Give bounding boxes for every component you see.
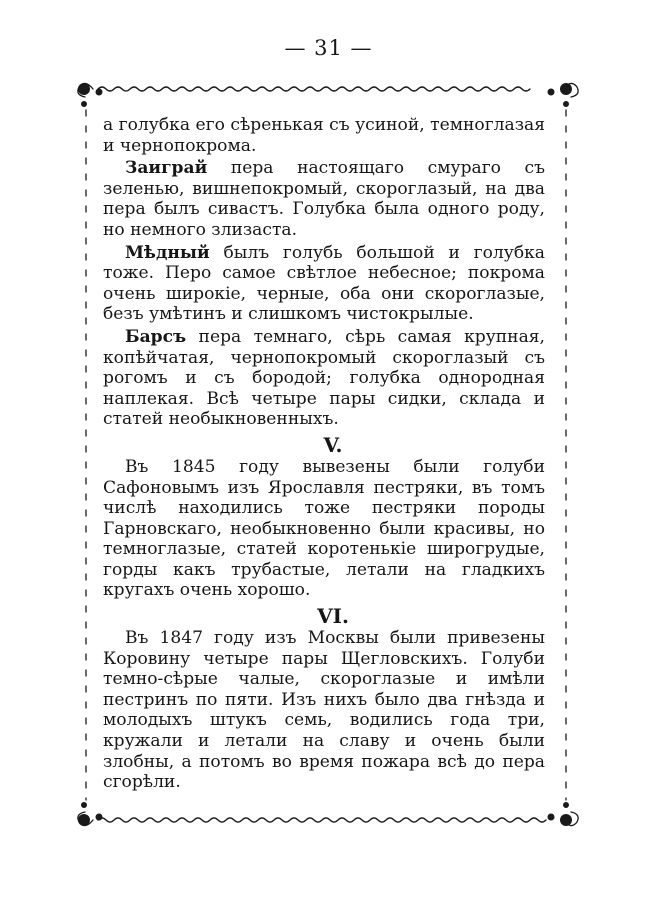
paragraph-text: пера темнаго, сѣрь самая крупная, копѣйчатая, чернопокромый скороглазый съ рогомъ и съ бородой; голубка однородная наплекая. Всѣ четыре пары сидки, склада и статей необыкновенныхъ.	[103, 326, 545, 430]
paragraph-text: пера настоящаго смураго съ зеленью, вишнепокромый, скороглазый, на два пера былъ сивастъ. Голубка была одного роду, но немного злизаста.	[103, 158, 545, 240]
section-heading: V.	[323, 432, 343, 457]
pigeon-name: Мѣдный	[125, 242, 210, 263]
bottom-border-rule	[98, 818, 546, 822]
paragraph	[103, 243, 545, 325]
paragraph: а голубка его сѣренькая съ усиной, темноглазая и чернопокрома.	[103, 115, 545, 156]
paragraph: Въ 1845 году вывезены были голуби Сафоновымъ изъ Ярославля пестряки, въ томъ числѣ находились тоже пестряки породы Гарновскаго, необыкновенно были красивы, но темноглазые, статей коротенькіе широгрудые, горды какъ трубастые, летали на гладкихъ кругахъ очень хорошо.	[103, 456, 545, 601]
page-number: — 31 —	[284, 36, 373, 60]
corner-ornament-top-left	[78, 83, 90, 95]
paragraph: Въ 1847 году изъ Москвы были привезены Коровину четыре пары Щегловскихъ. Голуби темно-сѣрые чалые, скороглазые и имѣли пестринъ по пяти. Изъ нихъ было два гнѣзда и молодыхъ штукъ семь, водились года три, кружали и летали на славу и очень были злобны, а потомъ во время пожара всѣ до пера сгорѣли.	[103, 628, 545, 793]
section-heading: VI.	[317, 604, 349, 629]
corner-ornament-bottom-left	[78, 814, 90, 826]
pigeon-name: Заиграй	[125, 158, 208, 179]
paragraph-text: былъ голубь большой и голубка тоже. Перо самое свѣтлое небесное; покрома очень широкіе, черные, оба они скороглазые, безъ умѣтинъ и слишкомъ чистокрылые.	[103, 242, 545, 325]
paragraph	[103, 327, 545, 430]
corner-ornament-top-right	[560, 83, 572, 95]
corner-ornament-bottom-right	[560, 814, 572, 826]
text-block	[103, 115, 545, 793]
top-border-rule	[98, 87, 530, 91]
pigeon-name: Барсъ	[125, 326, 187, 347]
paragraph	[103, 158, 545, 240]
